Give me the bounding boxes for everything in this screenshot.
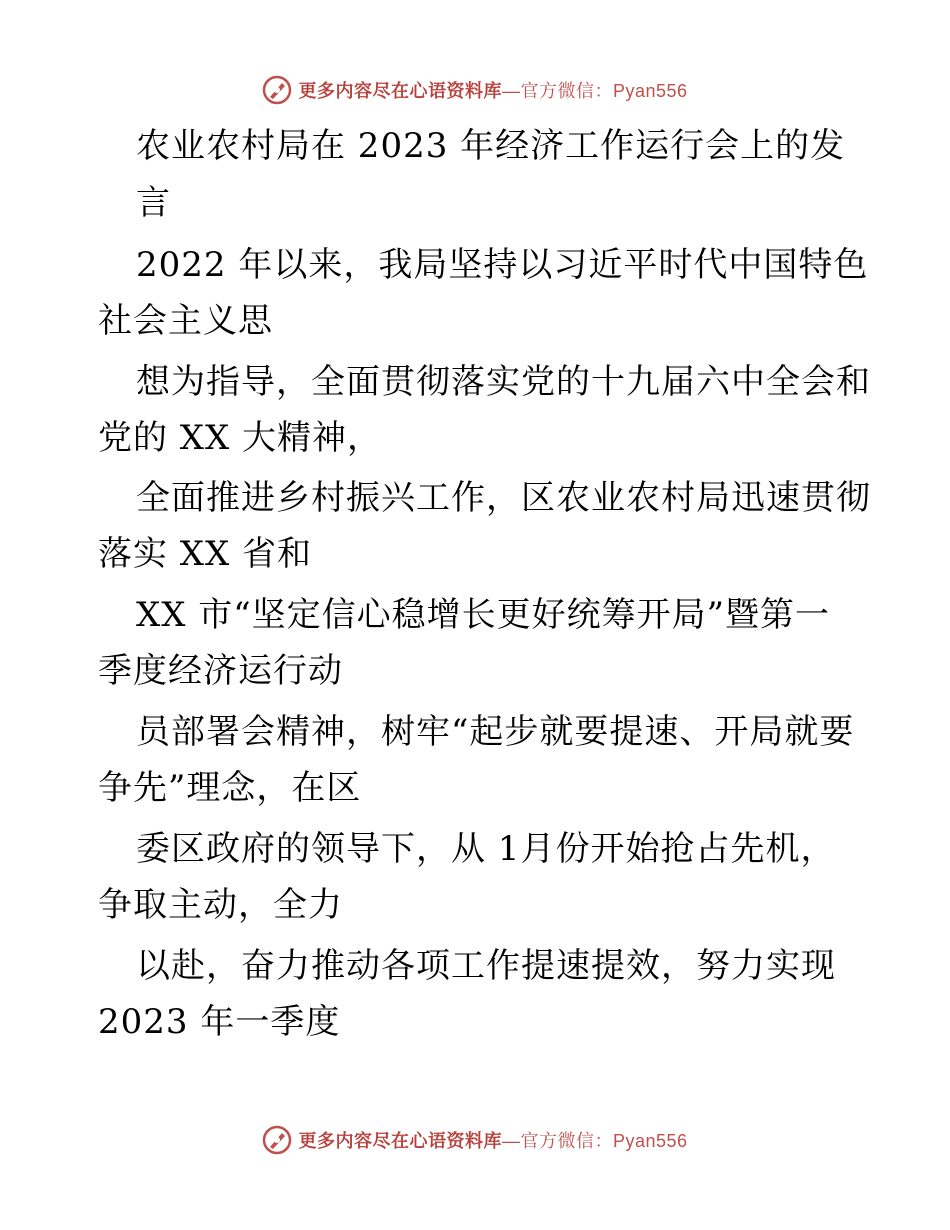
doc-title-line-2: 言 [136, 183, 171, 223]
doc-line: 想为指导，全面贯彻落实党的十九届六中全会和 [136, 362, 871, 402]
watermark-wechat-label: 官方微信： [520, 1131, 613, 1151]
watermark-site: 更多内容尽在心语资料库 [298, 1131, 502, 1151]
watermark-wechat-id: Pyan556 [612, 81, 688, 101]
watermark-text [298, 1127, 687, 1153]
doc-line: 委区政府的领导下，从 1月份开始抢占先机， [136, 829, 836, 869]
doc-line: XX 市“坚定信心稳增长更好统筹开局”暨第一 [136, 595, 830, 635]
doc-line: 员部署会精神，树牢“起步就要提速、开局就要 [136, 712, 855, 752]
pen-logo-icon [262, 75, 292, 105]
doc-line: 党的 XX 大精神， [98, 418, 383, 458]
doc-line: 季度经济运行动 [98, 651, 343, 691]
watermark-wechat-label: 官方微信： [520, 81, 613, 101]
doc-line: 争先”理念，在区 [98, 768, 362, 808]
doc-line: 2023 年一季度 [98, 1002, 341, 1042]
doc-line: 落实 XX 省和 [98, 534, 313, 574]
doc-title-line-1: 农业农村局在 2023 年经济工作运行会上的发 [136, 126, 846, 166]
doc-line: 社会主义思 [98, 301, 273, 341]
watermark-wechat-id: Pyan556 [612, 1131, 688, 1151]
header-watermark [0, 72, 950, 108]
doc-line: 全面推进乡村振兴工作，区农业农村局迅速贯彻 [136, 478, 871, 518]
watermark-site: 更多内容尽在心语资料库 [298, 81, 502, 101]
doc-line: 2022 年以来，我局坚持以习近平时代中国特色 [136, 245, 869, 285]
watermark-separator: — [501, 1131, 521, 1151]
footer-watermark [0, 1122, 950, 1158]
doc-line: 争取主动，全力 [98, 885, 343, 925]
pen-logo-icon [262, 1125, 292, 1155]
doc-line: 以赴，奋力推动各项工作提速提效，努力实现 [136, 946, 836, 986]
watermark-text [298, 77, 687, 103]
watermark-separator: — [501, 81, 521, 101]
